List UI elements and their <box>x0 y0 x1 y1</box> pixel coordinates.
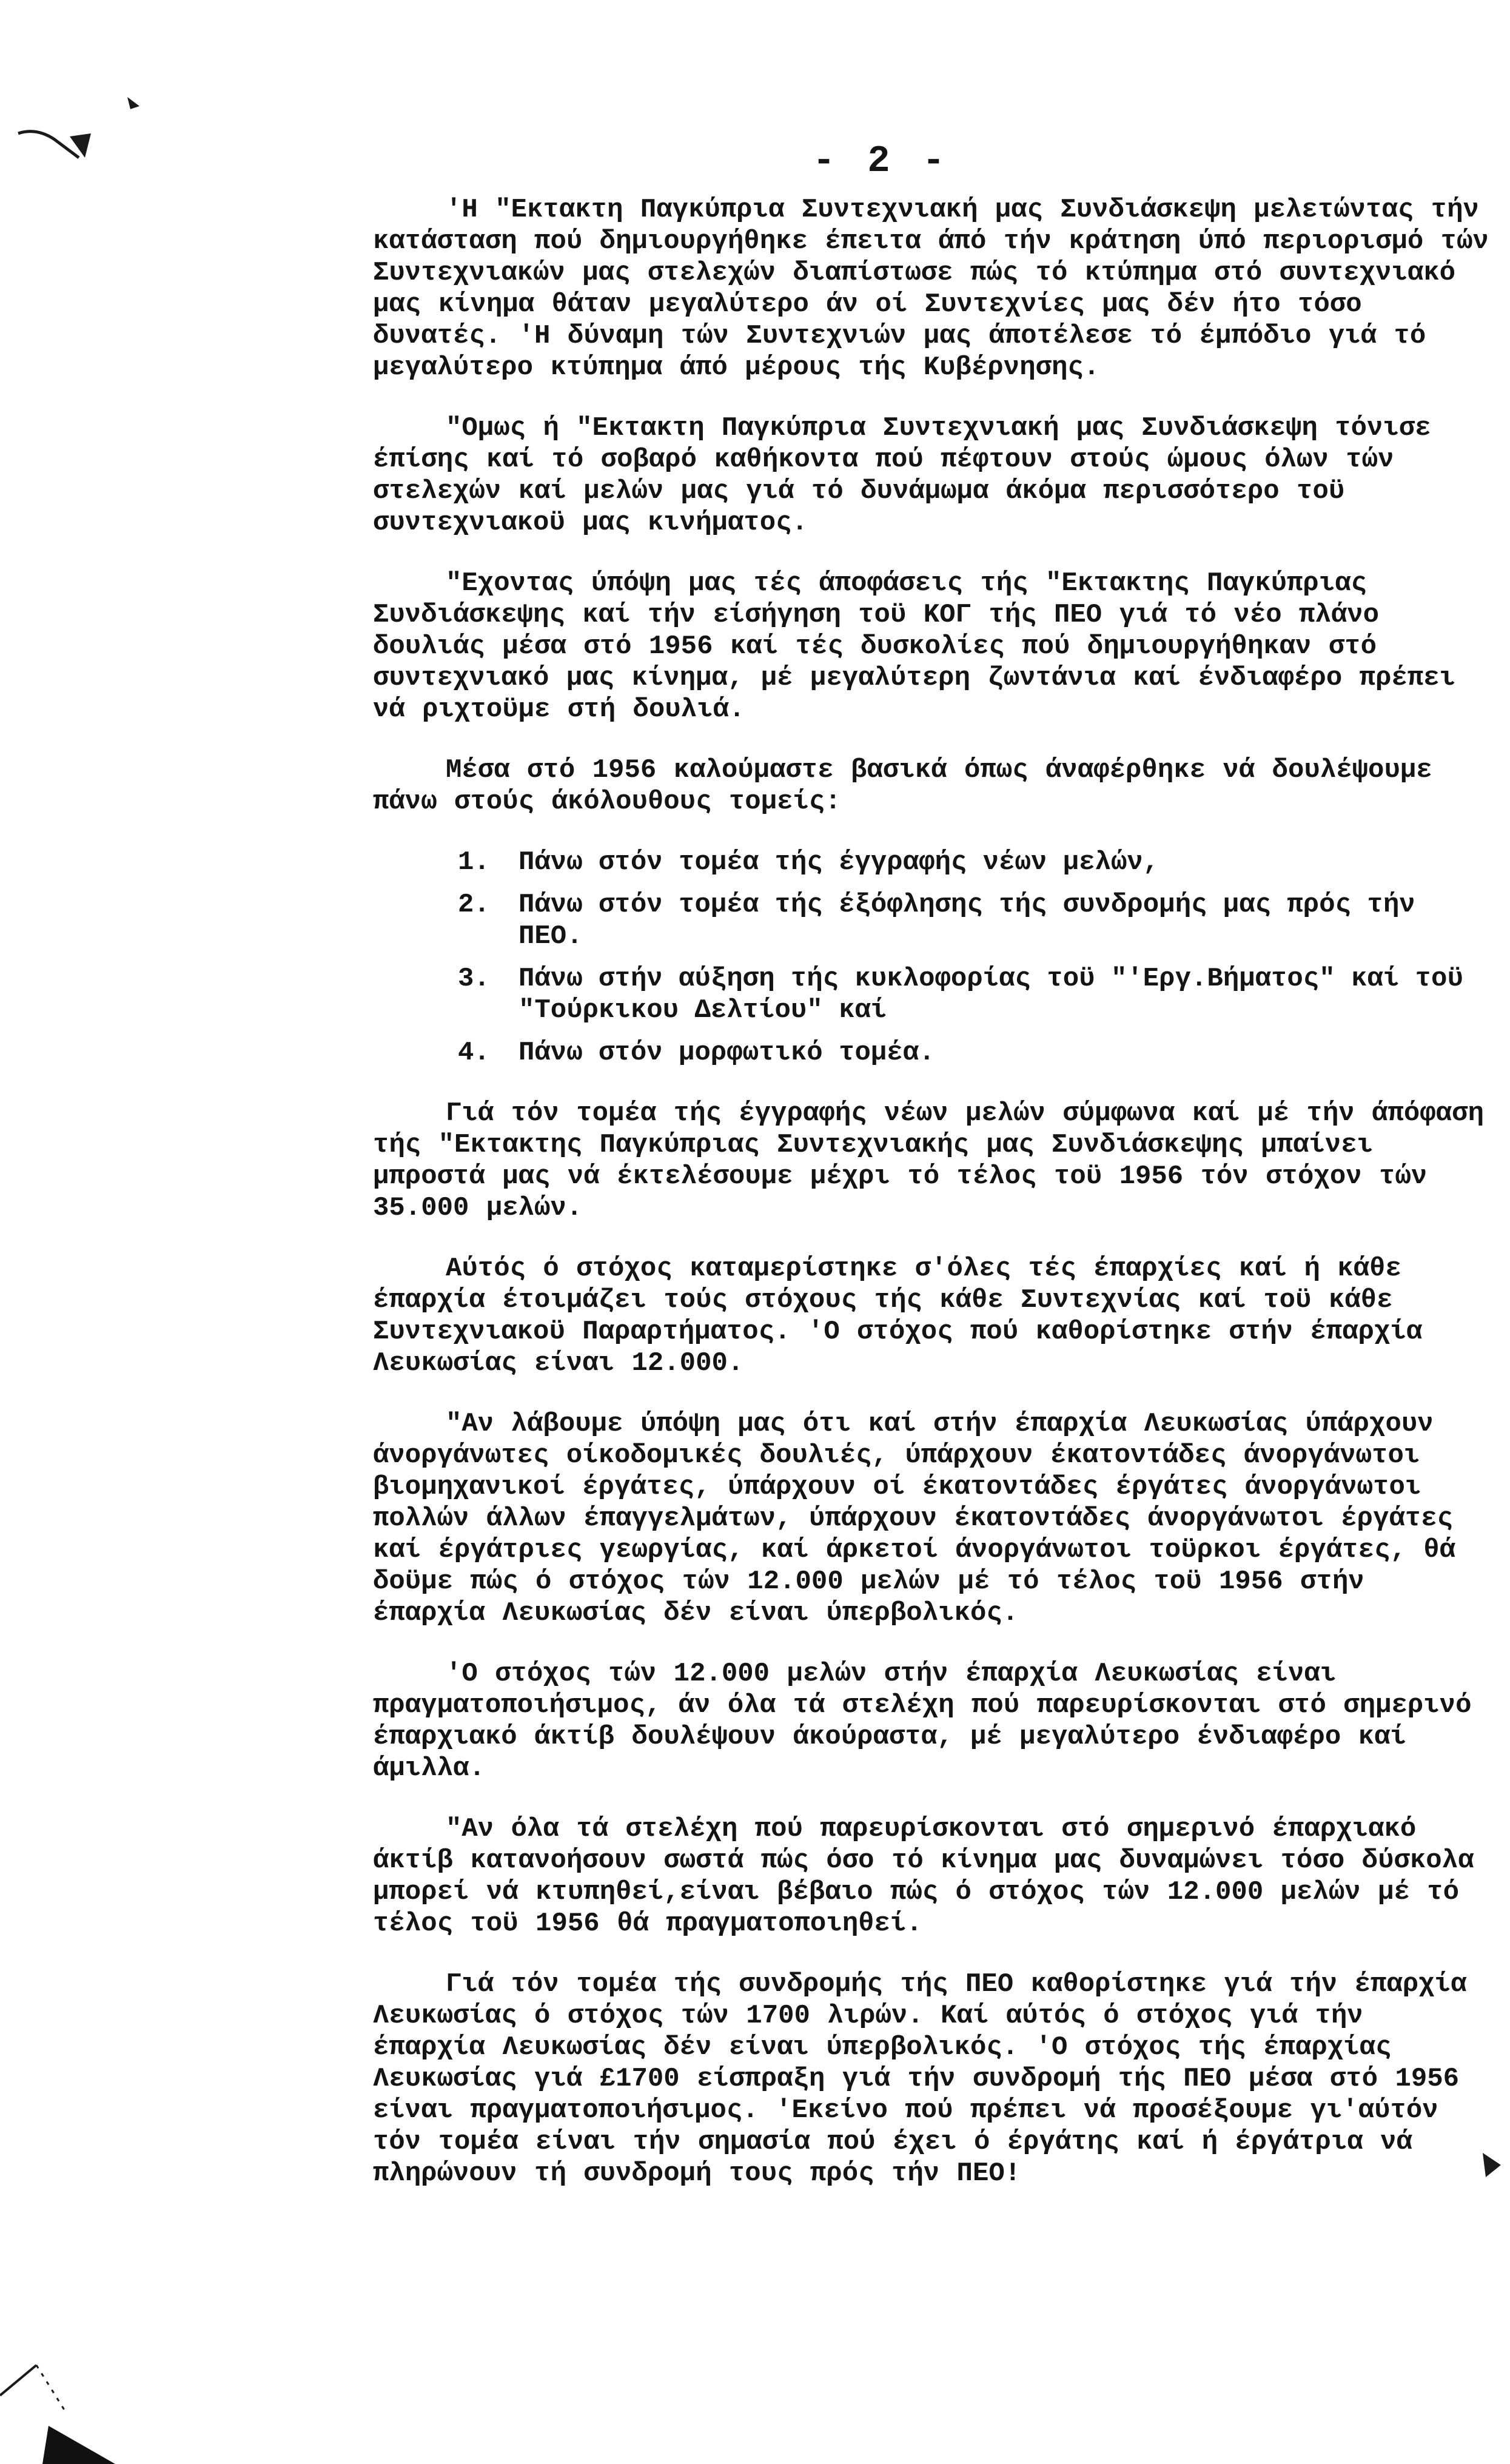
list-number: 4. <box>458 1038 490 1068</box>
list-text: Πάνω στήν αύξηση τής κυκλοφορίας τοϋ "'Εργ.Βήματος" καί τοϋ "Τούρκικου Δελτίου" καί <box>518 964 1463 1026</box>
corner-scribble-mark <box>12 91 152 164</box>
list-number: 3. <box>458 964 490 994</box>
list-number: 2. <box>458 890 490 920</box>
paragraph: Αύτός ό στόχος καταμερίστηκε σ'όλες τές έπαρχίες καί ή κάθε έπαρχία έτοιμάζει τούς στόχους τής κάθε Συντεχνίας καί τοϋ κάθε Συντεχνιακοϋ Παραρτήματος. 'Ο στόχος πού καθορίστηκε στήν έπαρχία Λευκωσίας είναι 12.000. <box>373 1254 1423 1378</box>
paragraph: "Αν λάβουμε ύπόψη μας ότι καί στήν έπαρχία Λευκωσίας ύπάρχουν άνοργάνωτες οίκοδομικές δουλιές, ύπάρχουν έκατοντάδες άνοργάνωτοι βιομηχανικοί έργάτες, ύπάρχουν οί έκατοντάδες έργάτες άνοργάνωτοι πολλών άλλων έπαγγελμάτων, ύπάρχουν έκατοντάδες άνοργάνωτοι έργάτες καί έργάτριες γεωργίας, καί άρκετοί άνοργάνωτοι τοϋρκοι έργάτες, θά δοϋμε πώς ό στόχος τών 12.000 μελών μέ τό τέλος τοϋ 1956 στήν έπαρχία Λευκωσίας δέν είναι ύπερβολικός. <box>373 1409 1456 1628</box>
list-item <box>458 889 1489 952</box>
paragraph: Μέσα στό 1956 καλούμαστε βασικά όπως άναφέρθηκε νά δουλέψουμε πάνω στούς άκόλουθους τομείς: <box>373 755 1432 817</box>
list-item <box>458 1037 1489 1069</box>
list-item <box>458 963 1489 1026</box>
sector-list <box>373 847 1489 1069</box>
paragraph: "Αν όλα τά στελέχη πού παρευρίσκονται στό σημερινό έπαρχιακό άκτίβ κατανοήσουν σωστά πώς όσο τό κίνημα μας δυναμώνει τόσο δύσκολα μπορεί νά κτυπηθεί,είναι βέβαιο πώς ό στόχος τών 12.000 μελών μέ τό τέλος τοϋ 1956 θά πραγματοποιηθεί. <box>373 1814 1474 1939</box>
page-number: - 2 - <box>813 139 950 183</box>
paragraph: 'Ο στόχος τών 12.000 μελών στήν έπαρχία Λευκωσίας είναι πραγματοποιήσιμος, άν όλα τά στελέχη πού παρευρίσκονται στό σημερινό έπαρχιακό άκτίβ δουλέψουν άκούραστα, μέ μεγαλύτερο ένδιαφέρο καί άμιλλα. <box>373 1659 1472 1784</box>
paragraph: Γιά τόν τομέα τής συνδρομής τής ΠΕΟ καθορίστηκε γιά τήν έπαρχία Λευκωσίας ό στόχος τών 1700 λιρών. Καί αύτός ό στόχος γιά τήν έπαρχία Λευκωσίας δέν είναι ύπερβολικός. 'Ο στόχος τής έπαρχίας Λευκωσίας γιά £1700 είσπραξη γιά τήν συνδρομή τής ΠΕΟ μέσα στό 1956 είναι πραγματοποιήσιμος. 'Εκείνο πού πρέπει νά προσέξουμε γι'αύτόν τόν τομέα είναι τήν σημασία πού έχει ό έργάτης καί ή έργάτρια νά πληρώνουν τή συνδρομή τους πρός τήν ΠΕΟ! <box>373 1969 1467 2189</box>
list-text: Πάνω στόν μορφωτικό τομέα. <box>518 1038 935 1068</box>
paragraph: Γιά τόν τομέα τής έγγραφής νέων μελών σύμφωνα καί μέ τήν άπόφαση τής "Εκτακτης Παγκύπριας Συντεχνιακής μας Συνδιάσκεψης μπαίνει μπροστά μας νά έκτελέσουμε μέχρι τό τέλος τοϋ 1956 τόν στόχον τών 35.000 μελών. <box>373 1098 1484 1223</box>
paragraph: 'Η "Εκτακτη Παγκύπρια Συντεχνιακή μας Συνδιάσκεψη μελετώντας τήν κατάσταση πού δημιουργήθηκε έπειτα άπό τήν κράτηση ύπό περιορισμό τών Συντεχνιακών μας στελεχών διαπίστωσε πώς τό κτύπημα στό συντεχνιακό μας κίνημα θάταν μεγαλύτερο άν οί Συντεχνίες μας δέν ήτο τόσο δυνατές. 'Η δύναμη τών Συντεχνιών μας άποτέλεσε τό έμπόδιο γιά τό μεγαλύτερο κτύπημα άπό μέρους τής Κυβέρνησης. <box>373 195 1489 383</box>
paragraph: "Ομως ή "Εκτακτη Παγκύπρια Συντεχνιακή μας Συνδιάσκεψη τόνισε έπίσης καί τό σοβαρό καθήκοντα πού πέφτουν στούς ώμους όλων τών στελεχών καί μελών μας γιά τό δυνάμωμα άκόμα περισσότερο τοϋ συντεχνιακοϋ μας κινήματος. <box>373 413 1431 538</box>
list-item <box>458 847 1489 878</box>
list-number: 1. <box>458 847 490 878</box>
corner-fold-mark <box>0 2323 139 2464</box>
list-text: Πάνω στόν τομέα τής έξόφλησης τής συνδρομής μας πρός τήν ΠΕΟ. <box>518 890 1415 952</box>
document-body <box>373 194 1489 2218</box>
margin-arrow-mark <box>1480 2147 1504 2183</box>
list-text: Πάνω στόν τομέα τής έγγραφής νέων μελών, <box>518 847 1159 878</box>
paragraph: "Εχοντας ύπόψη μας τές άποφάσεις τής "Εκτακτης Παγκύπριας Συνδιάσκεψης καί τήν είσήγηση τοϋ ΚΟΓ τής ΠΕΟ γιά τό νέο πλάνο δουλιάς μέσα στό 1956 καί τές δυσκολίες πού δημιουργήθηκαν στό συντεχνιακό μας κίνημα, μέ μεγαλύτερη ζωντάνια καί ένδιαφέρο πρέπει νά ριχτοϋμε στή δουλιά. <box>373 568 1456 725</box>
